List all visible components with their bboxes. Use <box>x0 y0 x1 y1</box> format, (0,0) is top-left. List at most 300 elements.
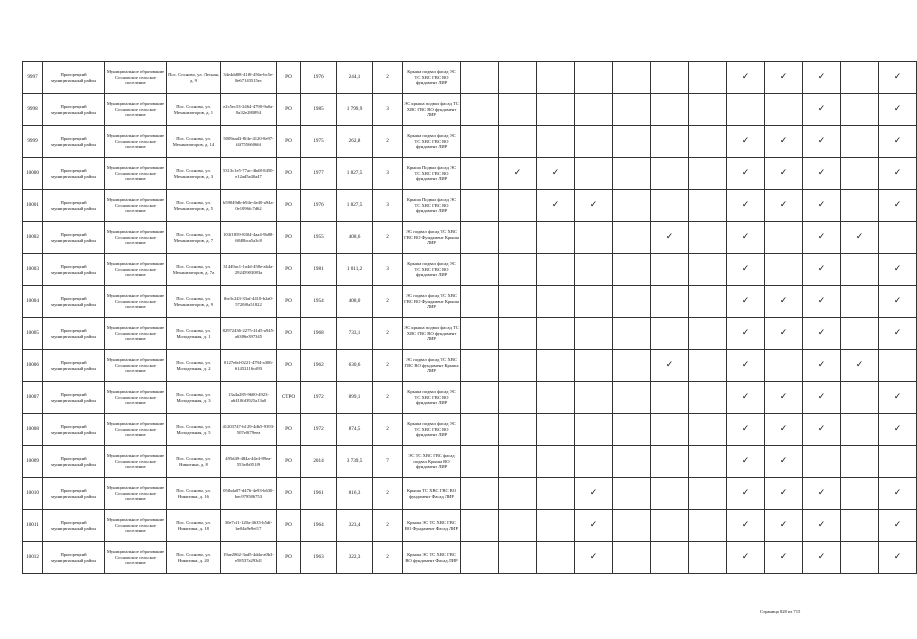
empty-cell <box>841 62 879 94</box>
address-cell: Пос. Сосново, ул. Никитина, д. 8 <box>167 446 221 478</box>
empty-cell <box>499 446 537 478</box>
form-cell: РО <box>277 94 301 126</box>
empty-cell <box>499 190 537 222</box>
empty-cell <box>651 94 689 126</box>
empty-cell <box>841 190 879 222</box>
address-cell: Пос. Сосново, ул. Механизаторов, д. 9 <box>167 286 221 318</box>
check-mark-icon: ✓ <box>803 190 841 222</box>
floors-cell: 3 <box>373 94 403 126</box>
empty-cell <box>689 254 727 286</box>
empty-cell <box>841 94 879 126</box>
guid-cell: e2c5ec53-2464-4790-9a0a-8a32e280894 <box>221 94 277 126</box>
year-cell: 1972 <box>301 414 337 446</box>
row-number: 10002 <box>23 222 43 254</box>
empty-cell <box>651 446 689 478</box>
empty-cell <box>461 350 499 382</box>
row-number: 10007 <box>23 382 43 414</box>
guid-cell: 82972436-2275-41d5-a945-a6386e397345 <box>221 318 277 350</box>
empty-cell <box>841 478 879 510</box>
empty-cell <box>499 478 537 510</box>
empty-cell <box>613 446 651 478</box>
empty-cell <box>651 190 689 222</box>
empty-cell <box>841 382 879 414</box>
district-cell: Пригорецкий муниципальный район <box>43 190 105 222</box>
form-cell: РО <box>277 62 301 94</box>
address-cell: Пос. Сосново, ул. Лесная, д. 9 <box>167 62 221 94</box>
check-mark-icon: ✓ <box>803 158 841 190</box>
check-mark-icon: ✓ <box>879 158 917 190</box>
address-cell: Пос. Сосново, ул. Механизаторов, д. 7а <box>167 254 221 286</box>
empty-cell <box>537 478 575 510</box>
form-cell: РО <box>277 446 301 478</box>
check-mark-icon: ✓ <box>803 414 841 446</box>
empty-cell <box>689 158 727 190</box>
district-cell: Пригорецкий муниципальный район <box>43 318 105 350</box>
area-cell: 899,1 <box>337 382 373 414</box>
check-mark-icon: ✓ <box>879 414 917 446</box>
empty-cell <box>537 510 575 542</box>
check-mark-icon: ✓ <box>765 286 803 318</box>
empty-cell <box>499 382 537 414</box>
municipality-cell: Муниципальное образование Сосновское сельское поселение <box>105 510 167 542</box>
form-cell: РО <box>277 190 301 222</box>
empty-cell <box>537 542 575 574</box>
area-cell: 244,1 <box>337 62 373 94</box>
row-number: 10005 <box>23 318 43 350</box>
row-number: 10000 <box>23 158 43 190</box>
empty-cell <box>461 286 499 318</box>
guid-cell: 31449ac1-1a4d-458e-ab4a-29245903083a <box>221 254 277 286</box>
table-row <box>23 286 917 318</box>
table-row <box>23 382 917 414</box>
form-cell: РО <box>277 542 301 574</box>
year-cell: 1985 <box>301 94 337 126</box>
empty-cell <box>575 446 613 478</box>
table-row <box>23 190 917 222</box>
district-cell: Пригорецкий муниципальный район <box>43 350 105 382</box>
empty-cell <box>651 478 689 510</box>
district-cell: Пригорецкий муниципальный район <box>43 286 105 318</box>
empty-cell <box>613 62 651 94</box>
address-cell: Пос. Сосново, ул. Молодежная, д. 2 <box>167 350 221 382</box>
check-mark-icon: ✓ <box>803 286 841 318</box>
floors-cell: 2 <box>373 382 403 414</box>
check-mark-icon: ✓ <box>803 478 841 510</box>
area-cell: 408,6 <box>337 222 373 254</box>
empty-cell <box>499 126 537 158</box>
empty-cell <box>841 318 879 350</box>
table-row <box>23 446 917 478</box>
district-cell: Пригорецкий муниципальный район <box>43 126 105 158</box>
check-mark-icon: ✓ <box>727 478 765 510</box>
table-row <box>23 318 917 350</box>
floors-cell: 2 <box>373 350 403 382</box>
check-mark-icon: ✓ <box>727 446 765 478</box>
area-cell: 323,4 <box>337 510 373 542</box>
guid-cell: 5009aad3-8f4e-4120-8e97-f4f75566066f <box>221 126 277 158</box>
municipality-cell: Муниципальное образование Сосновское сельское поселение <box>105 446 167 478</box>
year-cell: 1962 <box>301 350 337 382</box>
municipality-cell: Муниципальное образование Сосновское сельское поселение <box>105 286 167 318</box>
works-cell: Крыша ЭС ТС ХВС ГВС ВО Фундамент Фасад ЛИР <box>403 510 461 542</box>
empty-cell <box>537 350 575 382</box>
empty-cell <box>499 542 537 574</box>
empty-cell <box>537 318 575 350</box>
row-number: 10003 <box>23 254 43 286</box>
empty-cell <box>651 286 689 318</box>
empty-cell <box>613 286 651 318</box>
works-cell: Крыша ТС ХВС ГВС ВО фундамент Фасад ЛИР <box>403 478 461 510</box>
table-body <box>23 62 917 574</box>
municipality-cell: Муниципальное образование Сосновское сельское поселение <box>105 158 167 190</box>
empty-cell <box>689 286 727 318</box>
check-mark-icon: ✓ <box>537 190 575 222</box>
area-cell: 1 011,2 <box>337 254 373 286</box>
floors-cell: 2 <box>373 286 403 318</box>
municipality-cell: Муниципальное образование Сосновское сельское поселение <box>105 542 167 574</box>
empty-cell <box>499 94 537 126</box>
register-table-scan <box>22 61 902 574</box>
municipality-cell: Муниципальное образование Сосновское сельское поселение <box>105 254 167 286</box>
check-mark-icon: ✓ <box>765 414 803 446</box>
row-number: 10009 <box>23 446 43 478</box>
check-mark-icon: ✓ <box>765 126 803 158</box>
floors-cell: 2 <box>373 62 403 94</box>
page-footer: Страница 828 из 715 <box>760 609 801 614</box>
empty-cell <box>461 414 499 446</box>
empty-cell <box>537 94 575 126</box>
empty-cell <box>841 446 879 478</box>
check-mark-icon: ✓ <box>879 318 917 350</box>
row-number: 9999 <box>23 126 43 158</box>
empty-cell <box>613 510 651 542</box>
check-mark-icon: ✓ <box>727 414 765 446</box>
empty-cell <box>841 158 879 190</box>
check-mark-icon: ✓ <box>537 158 575 190</box>
municipality-cell: Муниципальное образование Сосновское сельское поселение <box>105 478 167 510</box>
check-mark-icon: ✓ <box>575 478 613 510</box>
empty-cell <box>461 254 499 286</box>
empty-cell <box>803 446 841 478</box>
floors-cell: 2 <box>373 542 403 574</box>
row-number: 10012 <box>23 542 43 574</box>
empty-cell <box>499 222 537 254</box>
empty-cell <box>613 414 651 446</box>
check-mark-icon: ✓ <box>765 382 803 414</box>
row-number: 10008 <box>23 414 43 446</box>
area-cell: 733,1 <box>337 318 373 350</box>
district-cell: Пригорецкий муниципальный район <box>43 382 105 414</box>
empty-cell <box>575 318 613 350</box>
works-cell: ЭС крыша подвал фасад ТС ХВС ГВС ВО фундамент ЛИР <box>403 94 461 126</box>
empty-cell <box>537 222 575 254</box>
check-mark-icon: ✓ <box>879 62 917 94</box>
district-cell: Пригорецкий муниципальный район <box>43 254 105 286</box>
year-cell: 1981 <box>301 254 337 286</box>
empty-cell <box>841 126 879 158</box>
empty-cell <box>575 94 613 126</box>
works-cell: ЭС подвал фасад ТС ХВС ГВС ВО фундамент Крыша ЛИР <box>403 350 461 382</box>
empty-cell <box>461 126 499 158</box>
district-cell: Пригорецкий муниципальный район <box>43 62 105 94</box>
year-cell: 1972 <box>301 382 337 414</box>
check-mark-icon: ✓ <box>803 254 841 286</box>
check-mark-icon: ✓ <box>651 222 689 254</box>
municipality-cell: Муниципальное образование Сосновское сельское поселение <box>105 222 167 254</box>
row-number: 9998 <box>23 94 43 126</box>
guid-cell: 30e7cf1-120a-4635-b5df-be04a9e9ef17 <box>221 510 277 542</box>
empty-cell <box>689 542 727 574</box>
empty-cell <box>689 350 727 382</box>
address-cell: Пос. Сосново, ул. Никитина, д. 18 <box>167 510 221 542</box>
empty-cell <box>651 318 689 350</box>
empty-cell <box>651 254 689 286</box>
municipality-cell: Муниципальное образование Сосновское сельское поселение <box>105 62 167 94</box>
area-cell: 1 827,5 <box>337 158 373 190</box>
check-mark-icon: ✓ <box>727 190 765 222</box>
district-cell: Пригорецкий муниципальный район <box>43 510 105 542</box>
check-mark-icon: ✓ <box>651 350 689 382</box>
form-cell: РО <box>277 286 301 318</box>
address-cell: Пос. Сосново, ул. Молодежная, д. 1 <box>167 318 221 350</box>
empty-cell <box>727 94 765 126</box>
works-cell: Крыша подвал фасад ЭС ТС ХВС ГВС ВО фундамент ЛИР <box>403 254 461 286</box>
municipality-cell: Муниципальное образование Сосновское сельское поселение <box>105 190 167 222</box>
empty-cell <box>575 286 613 318</box>
empty-cell <box>651 382 689 414</box>
guid-cell: 495d49-484a-44e4-89ea-553efb051f9 <box>221 446 277 478</box>
empty-cell <box>689 446 727 478</box>
guid-cell: 103f1859-8304-4aa4-9b88-6848bca5a3c8 <box>221 222 277 254</box>
form-cell: РО <box>277 414 301 446</box>
check-mark-icon: ✓ <box>727 382 765 414</box>
empty-cell <box>765 222 803 254</box>
empty-cell <box>879 350 917 382</box>
empty-cell <box>689 126 727 158</box>
address-cell: Пос. Сосново, ул. Молодежная, д. 5 <box>167 414 221 446</box>
check-mark-icon: ✓ <box>879 478 917 510</box>
empty-cell <box>537 286 575 318</box>
empty-cell <box>651 62 689 94</box>
check-mark-icon: ✓ <box>879 542 917 574</box>
district-cell: Пригорецкий муниципальный район <box>43 94 105 126</box>
district-cell: Пригорецкий муниципальный район <box>43 542 105 574</box>
empty-cell <box>537 414 575 446</box>
municipality-cell: Муниципальное образование Сосновское сельское поселение <box>105 318 167 350</box>
empty-cell <box>841 542 879 574</box>
address-cell: Пос. Сосново, ул. Никитина, д. 20 <box>167 542 221 574</box>
empty-cell <box>575 254 613 286</box>
check-mark-icon: ✓ <box>499 158 537 190</box>
empty-cell <box>537 62 575 94</box>
district-cell: Пригорецкий муниципальный район <box>43 446 105 478</box>
table-row <box>23 158 917 190</box>
check-mark-icon: ✓ <box>841 350 879 382</box>
guid-cell: 13a4a285-9600-4923-a6410fd3925a13a0 <box>221 382 277 414</box>
empty-cell <box>461 542 499 574</box>
district-cell: Пригорецкий муниципальный район <box>43 478 105 510</box>
year-cell: 1963 <box>301 542 337 574</box>
floors-cell: 2 <box>373 222 403 254</box>
check-mark-icon: ✓ <box>575 510 613 542</box>
year-cell: 1954 <box>301 286 337 318</box>
floors-cell: 2 <box>373 510 403 542</box>
empty-cell <box>499 318 537 350</box>
check-mark-icon: ✓ <box>765 62 803 94</box>
municipality-cell: Муниципальное образование Сосновское сельское поселение <box>105 414 167 446</box>
empty-cell <box>765 94 803 126</box>
floors-cell: 2 <box>373 478 403 510</box>
year-cell: 1955 <box>301 222 337 254</box>
empty-cell <box>689 318 727 350</box>
district-cell: Пригорецкий муниципальный район <box>43 222 105 254</box>
table-row <box>23 478 917 510</box>
empty-cell <box>575 158 613 190</box>
table-row <box>23 62 917 94</box>
area-cell: 630,6 <box>337 350 373 382</box>
year-cell: 1975 <box>301 126 337 158</box>
year-cell: 1961 <box>301 478 337 510</box>
form-cell: РО <box>277 510 301 542</box>
empty-cell <box>499 350 537 382</box>
form-cell: РО <box>277 478 301 510</box>
row-number: 10011 <box>23 510 43 542</box>
empty-cell <box>499 62 537 94</box>
check-mark-icon: ✓ <box>765 446 803 478</box>
guid-cell: 19ae2862-3ad5-4dda-a0b3-e58537a293d1 <box>221 542 277 574</box>
year-cell: 2014 <box>301 446 337 478</box>
guid-cell: 05fbda07-d476-4e93-b630-bec979586753 <box>221 478 277 510</box>
year-cell: 1964 <box>301 510 337 542</box>
empty-cell <box>575 62 613 94</box>
works-cell: Крыша подвал фасад ЭС ТС ХВС ГВС ВО фундамент ЛИР <box>403 126 461 158</box>
check-mark-icon: ✓ <box>879 382 917 414</box>
check-mark-icon: ✓ <box>803 350 841 382</box>
form-cell: РО <box>277 158 301 190</box>
guid-cell: 5313c1e5-77ac-4bd8-8450-e12ad5a40a47 <box>221 158 277 190</box>
floors-cell: 2 <box>373 318 403 350</box>
floors-cell: 3 <box>373 158 403 190</box>
area-cell: 408,0 <box>337 286 373 318</box>
municipality-cell: Муниципальное образование Сосновское сельское поселение <box>105 126 167 158</box>
empty-cell <box>879 446 917 478</box>
address-cell: Пос. Сосново, ул. Механизаторов, д. 5 <box>167 190 221 222</box>
empty-cell <box>499 510 537 542</box>
empty-cell <box>689 414 727 446</box>
area-cell: 262,8 <box>337 126 373 158</box>
works-cell: ЭС ТС ХВС ГВС фасад подвал Крыша ВО фундамент ЛИР <box>403 446 461 478</box>
form-cell: РО <box>277 254 301 286</box>
table-row <box>23 414 917 446</box>
check-mark-icon: ✓ <box>765 478 803 510</box>
address-cell: Пос. Сосново, ул. Механизаторов, д. 1 <box>167 94 221 126</box>
municipality-cell: Муниципальное образование Сосновское сельское поселение <box>105 382 167 414</box>
check-mark-icon: ✓ <box>727 286 765 318</box>
empty-cell <box>613 126 651 158</box>
form-cell: РО <box>277 318 301 350</box>
row-number: 10010 <box>23 478 43 510</box>
table-row <box>23 222 917 254</box>
empty-cell <box>651 126 689 158</box>
area-cell: 1 799,9 <box>337 94 373 126</box>
area-cell: 3 739,5 <box>337 446 373 478</box>
check-mark-icon: ✓ <box>727 62 765 94</box>
empty-cell <box>765 254 803 286</box>
works-cell: Крыша ЭС ТС ХВС ГВС ВО фундамент Фасад ЛИР <box>403 542 461 574</box>
empty-cell <box>613 542 651 574</box>
empty-cell <box>461 382 499 414</box>
empty-cell <box>689 510 727 542</box>
check-mark-icon: ✓ <box>765 510 803 542</box>
empty-cell <box>461 222 499 254</box>
form-cell: РО <box>277 222 301 254</box>
check-mark-icon: ✓ <box>727 158 765 190</box>
empty-cell <box>651 510 689 542</box>
municipality-cell: Муниципальное образование Сосновское сельское поселение <box>105 94 167 126</box>
address-cell: Пос. Сосново, ул. Молодежная, д. 3 <box>167 382 221 414</box>
row-number: 10006 <box>23 350 43 382</box>
empty-cell <box>461 318 499 350</box>
check-mark-icon: ✓ <box>803 94 841 126</box>
address-cell: Пос. Сосново, ул. Механизаторов, д. 7 <box>167 222 221 254</box>
check-mark-icon: ✓ <box>879 286 917 318</box>
form-cell: РО <box>277 350 301 382</box>
works-cell: Крыша подвал фасад ЭС ТС ХВС ГВС ВО фундамент ЛИР <box>403 382 461 414</box>
district-cell: Пригорецкий муниципальный район <box>43 414 105 446</box>
row-number: 10001 <box>23 190 43 222</box>
works-cell: ЭС крыша подвал фасад ТС ХВС ГВС ВО фундамент ЛИР <box>403 318 461 350</box>
check-mark-icon: ✓ <box>727 318 765 350</box>
guid-cell: 0127e6d-0221-4794-a306-61452116cd93 <box>221 350 277 382</box>
floors-cell: 3 <box>373 190 403 222</box>
check-mark-icon: ✓ <box>879 190 917 222</box>
check-mark-icon: ✓ <box>727 222 765 254</box>
check-mark-icon: ✓ <box>879 126 917 158</box>
year-cell: 1977 <box>301 158 337 190</box>
table-row <box>23 542 917 574</box>
empty-cell <box>499 286 537 318</box>
check-mark-icon: ✓ <box>879 94 917 126</box>
form-cell: РО <box>277 126 301 158</box>
check-mark-icon: ✓ <box>727 510 765 542</box>
empty-cell <box>651 414 689 446</box>
year-cell: 1976 <box>301 62 337 94</box>
empty-cell <box>689 62 727 94</box>
year-cell: 1976 <box>301 190 337 222</box>
empty-cell <box>461 510 499 542</box>
empty-cell <box>613 318 651 350</box>
address-cell: Пос. Сосново, ул. Механизаторов, д. 14 <box>167 126 221 158</box>
works-cell: Крыша подвал фасад ЭС ТС ХВС ГВС ВО фундамент ЛИР <box>403 62 461 94</box>
works-cell: Крыша Подвал фасад ЭС ТС ХВС ГВС ВО фундамент ЛИР <box>403 158 461 190</box>
table-row <box>23 94 917 126</box>
floors-cell: 2 <box>373 414 403 446</box>
empty-cell <box>651 542 689 574</box>
empty-cell <box>613 222 651 254</box>
works-cell: ЭС подвал фасад ТС ХВС ГВС ВО Фундамент Крыша ЛИР <box>403 222 461 254</box>
empty-cell <box>575 222 613 254</box>
empty-cell <box>689 222 727 254</box>
district-cell: Пригорецкий муниципальный район <box>43 158 105 190</box>
address-cell: Пос. Сосново, ул. Механизаторов, д. 3 <box>167 158 221 190</box>
check-mark-icon: ✓ <box>803 542 841 574</box>
empty-cell <box>613 478 651 510</box>
empty-cell <box>841 286 879 318</box>
empty-cell <box>613 94 651 126</box>
empty-cell <box>689 94 727 126</box>
empty-cell <box>461 62 499 94</box>
guid-cell: 34e4dd08-41f8-456e-bc5e-8e67143515ec <box>221 62 277 94</box>
